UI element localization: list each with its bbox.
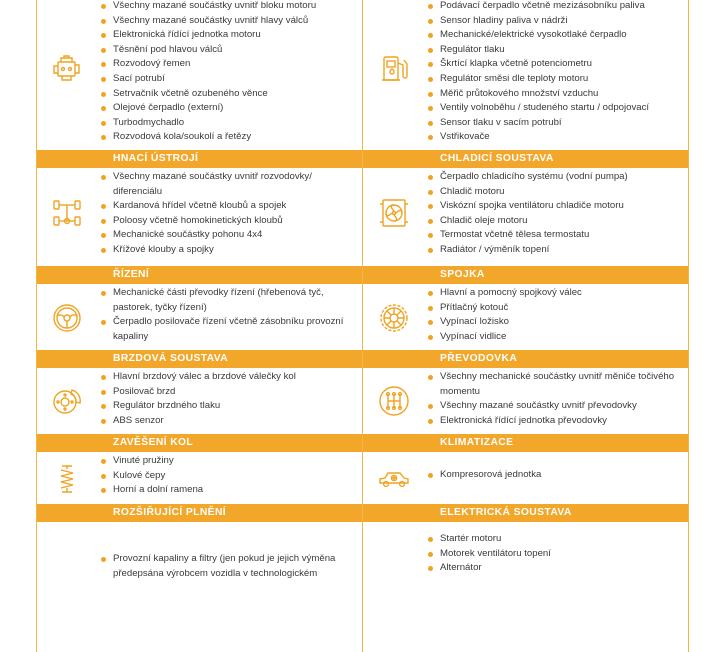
list-item: Termostat včetně tělesa termostatu: [427, 228, 683, 243]
list-item: Motorek ventilátoru topení: [427, 547, 683, 562]
section-title-clutch: SPOJKA: [440, 269, 485, 280]
list-item: Horní a dolní ramena: [100, 483, 356, 498]
section-title-gearbox: PŘEVODOVKA: [440, 353, 518, 364]
section-title-drivetrain: HNACÍ ÚSTROJÍ: [113, 153, 199, 164]
list-item: Regulátor směsi dle teploty motoru: [427, 72, 683, 87]
list-item: Regulátor tlaku: [427, 43, 683, 58]
section-cooling: [363, 168, 689, 266]
list-item: Všechny mazané součástky uvnitř rozvodovky/ diferenciálu: [100, 170, 356, 199]
list-item: Sensor hladiny paliva v nádrži: [427, 14, 683, 29]
section-suspension: [36, 452, 362, 504]
list-item: Chladič oleje motoru: [427, 214, 683, 229]
section-extended-filling: [36, 522, 362, 592]
section-suspension-ac: [36, 452, 689, 504]
list-item: Těsnění pod hlavou válců: [100, 43, 356, 58]
list-item: Turbodmychadlo: [100, 116, 356, 131]
list-item: Čerpadlo chladicího systému (vodní pumpa): [427, 170, 683, 185]
list-item: Křížové klouby a spojky: [100, 243, 356, 258]
section-steering-clutch: [36, 284, 689, 350]
list-item: Vstřikovače: [427, 130, 683, 145]
list-item: Elektronická řídící jednotka motoru: [100, 28, 356, 43]
list-item: Poloosy včetně homokinetických kloubů: [100, 214, 356, 229]
section-steering: [36, 284, 362, 350]
list-item: Podávací čerpadlo včetně mezizásobníku paliva: [427, 0, 683, 14]
cooling-list: [363, 168, 689, 258]
section-brakes-gearbox: [36, 368, 689, 434]
list-item: Čerpadlo posilovače řízení včetně zásobníku provozní kapaliny: [100, 315, 356, 344]
extended-filling-list: [36, 522, 362, 581]
section-electrical: [363, 522, 689, 592]
list-item: Kardanová hřídel včetně kloubů a spojek: [100, 199, 356, 214]
list-item: Elektronická řídící jednotka převodovky: [427, 414, 683, 429]
list-item: Vypínací ložisko: [427, 315, 683, 330]
section-clutch: [363, 284, 689, 350]
section-drivetrain: [36, 168, 362, 266]
steering-list: [36, 284, 362, 344]
list-item: Měřič průtokového množství vzduchu: [427, 87, 683, 102]
list-item: Hlavní a pomocný spojkový válec: [427, 286, 683, 301]
list-item: Chladič motoru: [427, 185, 683, 200]
list-item: Setrvačník včetně ozubeného věnce: [100, 87, 356, 102]
list-item: Hlavní brzdový válec a brzdové válečky kol: [100, 370, 356, 385]
list-item: Rozvodová kola/soukolí a řetězy: [100, 130, 356, 145]
section-fuel: [363, 0, 689, 150]
section-title-cooling: CHLADICÍ SOUSTAVA: [440, 153, 554, 164]
section-air-conditioning: [363, 452, 689, 504]
section-extended-electrical: [36, 522, 689, 592]
section-title-steering: ŘÍZENÍ: [113, 269, 150, 280]
coverage-table: [36, 0, 689, 592]
list-item: Startér motoru: [427, 532, 683, 547]
gearbox-list: [363, 368, 689, 428]
engine-icon: [50, 51, 84, 85]
section-title-electrical: ELEKTRICKÁ SOUSTAVA: [440, 507, 572, 518]
gearbox-icon: [377, 384, 411, 418]
radiator-fan-icon: [377, 196, 411, 230]
drivetrain-icon: [50, 196, 84, 230]
section-engine: [36, 0, 362, 150]
list-item: Olejové čerpadlo (externí): [100, 101, 356, 116]
steering-wheel-icon: [50, 301, 84, 335]
fuel-list: [363, 0, 689, 145]
section-title-extended-filling: ROZŠIŘUJÍCÍ PLNĚNÍ: [113, 507, 227, 518]
drivetrain-list: [36, 168, 362, 258]
section-title-suspension: ZAVĚŠENÍ KOL: [113, 437, 194, 448]
list-item: Regulátor brzdného tlaku: [100, 399, 356, 414]
suspension-list: [36, 452, 362, 498]
list-item: Všechny mazané součástky uvnitř bloku motoru: [100, 0, 356, 14]
clutch-list: [363, 284, 689, 344]
list-item: Mechanické části převodky řízení (hřebenová tyč, pastorek, tyčky řízení): [100, 286, 356, 315]
fuel-pump-icon: [377, 51, 411, 85]
list-item: Radiátor / výměník topení: [427, 243, 683, 258]
air-conditioning-list: [363, 452, 689, 483]
section-brakes: [36, 368, 362, 434]
list-item: Škrtící klapka včetně potenciometru: [427, 57, 683, 72]
list-item: Sací potrubí: [100, 72, 356, 87]
electrical-list: [363, 522, 689, 576]
list-item: Mechanické/elektrické vysokotlaké čerpadlo: [427, 28, 683, 43]
car-ac-icon: [377, 462, 411, 496]
list-item: Vypínací vidlice: [427, 330, 683, 345]
brake-disc-icon: [50, 384, 84, 418]
section-engine-fuel: [36, 0, 689, 150]
list-item: Všechny mechanické součástky uvnitř měniče točivého momentu: [427, 370, 683, 399]
list-item: Kompresorová jednotka: [427, 468, 683, 483]
list-item: Mechanické součástky pohonu 4x4: [100, 228, 356, 243]
list-item: Vinuté pružiny: [100, 454, 356, 469]
list-item: Všechny mazané součástky uvnitř hlavy válců: [100, 14, 356, 29]
section-gearbox: [363, 368, 689, 434]
list-item: Kulové čepy: [100, 469, 356, 484]
engine-list: [36, 0, 362, 145]
list-item: Sensor tlaku v sacím potrubí: [427, 116, 683, 131]
list-item: Rozvodový řemen: [100, 57, 356, 72]
section-title-brakes: BRZDOVÁ SOUSTAVA: [113, 353, 229, 364]
list-item: Alternátor: [427, 561, 683, 576]
list-item: ABS senzor: [100, 414, 356, 429]
list-item: Všechny mazané součástky uvnitř převodovky: [427, 399, 683, 414]
list-item: Ventily volnoběhu / studeného startu / odpojovací: [427, 101, 683, 116]
list-item: Viskózní spojka ventilátoru chladiče motoru: [427, 199, 683, 214]
clutch-disc-icon: [377, 301, 411, 335]
suspension-spring-icon: [50, 462, 84, 496]
list-item: Přítlačný kotouč: [427, 301, 683, 316]
section-title-air-conditioning: KLIMATIZACE: [440, 437, 514, 448]
section-drivetrain-cooling: [36, 168, 689, 266]
brakes-list: [36, 368, 362, 428]
list-item: Posilovač brzd: [100, 385, 356, 400]
list-item: Provozní kapaliny a filtry (jen pokud je jejich výměna předepsána výrobcem vozidla v technologickém: [100, 552, 356, 581]
